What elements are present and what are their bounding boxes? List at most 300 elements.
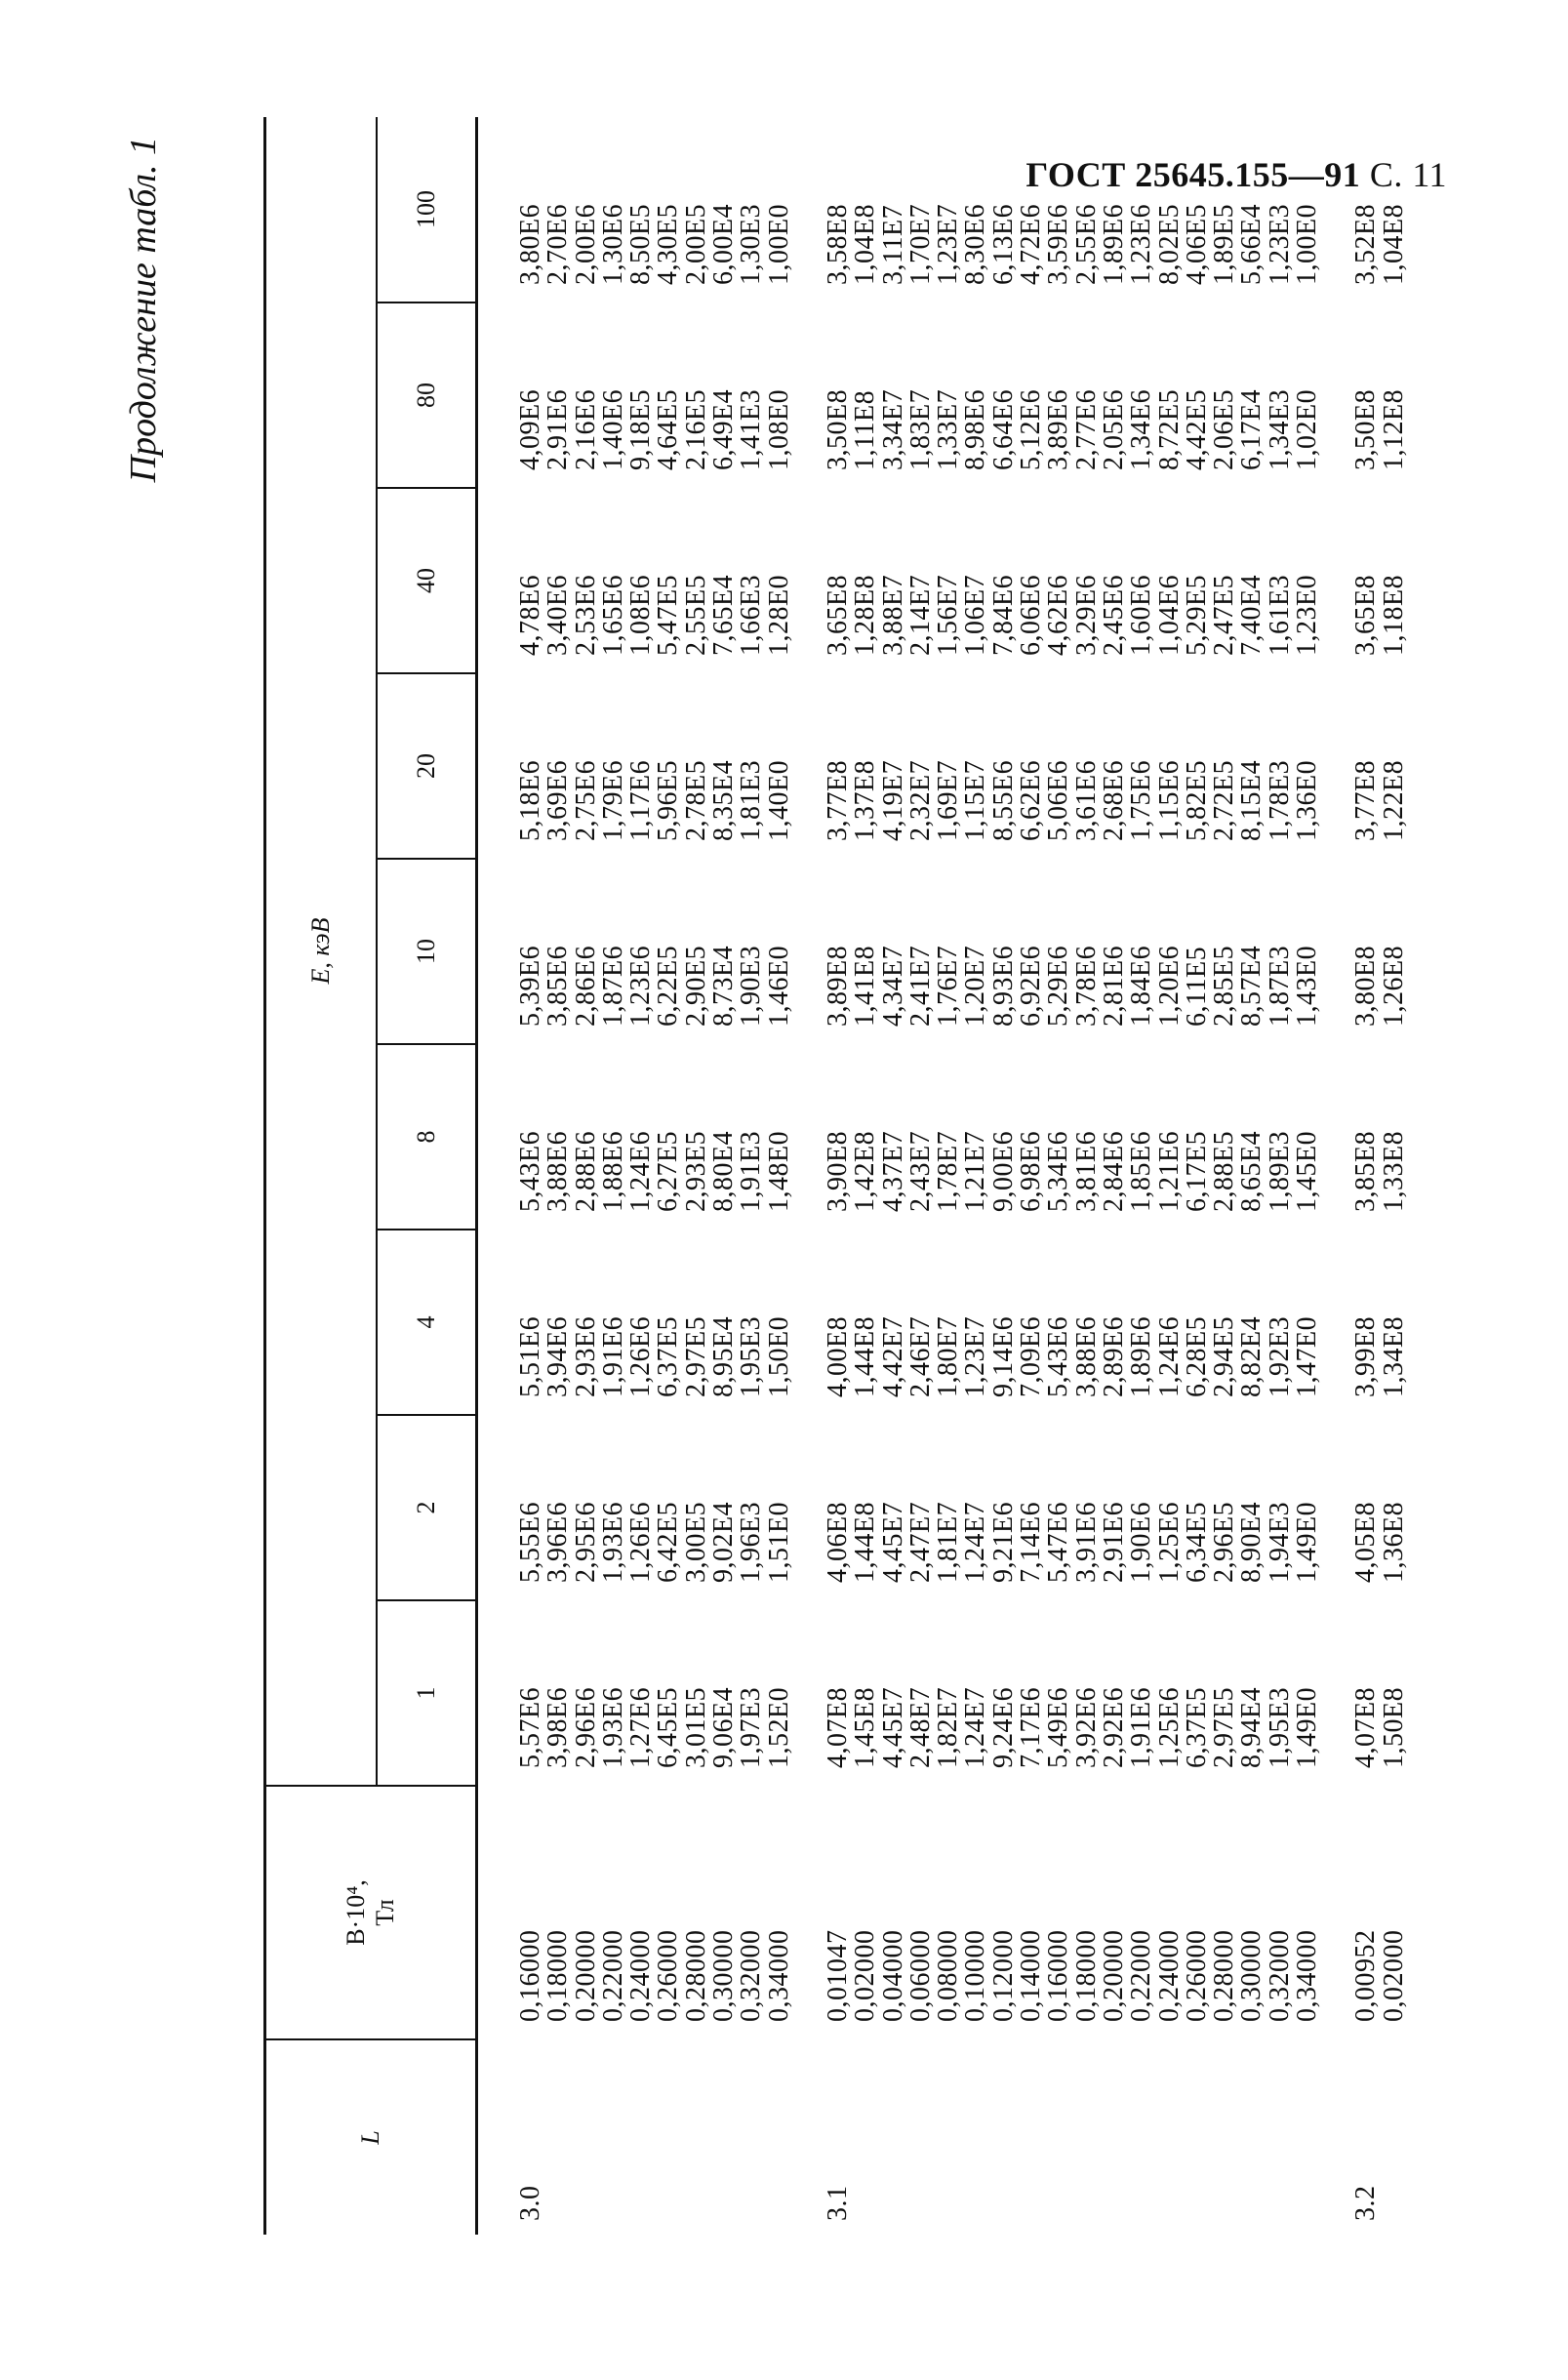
flux-value: 2,53E6 [570, 574, 601, 656]
flux-values [793, 303, 1321, 488]
energy-header-cell: 20 [377, 673, 477, 859]
flux-value: 4,62E6 [1043, 574, 1074, 656]
flux-value: 4,34E7 [877, 945, 908, 1027]
flux-value: 1,89E6 [1126, 1315, 1157, 1397]
flux-value: 6,13E6 [987, 203, 1019, 285]
flux-values [477, 117, 793, 303]
flux-value: 1,23E0 [1292, 574, 1323, 656]
flux-values [1321, 1415, 1408, 1600]
flux-value: 1,23E3 [1264, 203, 1295, 285]
flux-value: 3,89E6 [1043, 388, 1074, 470]
flux-value: 8,65E4 [1236, 1130, 1267, 1212]
flux-value: 1,95E3 [1264, 1686, 1295, 1768]
flux-value: 1,76E7 [933, 945, 964, 1027]
flux-value: 1,41E8 [850, 945, 881, 1027]
flux-value: 5,12E6 [1016, 388, 1047, 470]
flux-value: 4,42E5 [1181, 388, 1212, 470]
flux-value: 8,72E5 [1153, 388, 1185, 470]
flux-value: 1,17E6 [625, 759, 657, 841]
flux-value: 1,24E7 [960, 1501, 991, 1583]
flux-value: 1,34E3 [1264, 388, 1295, 470]
flux-value: 1,04E8 [1378, 203, 1409, 285]
flux-value: 2,88E5 [1209, 1130, 1240, 1212]
flux-value: 9,14E6 [987, 1315, 1019, 1397]
flux-value: 1,40E0 [763, 759, 794, 841]
energy-header-cell: 40 [377, 488, 477, 673]
energy-header-cell: 1 [377, 1600, 477, 1786]
flux-values [1321, 859, 1408, 1044]
flux-value: 3,92E6 [1070, 1686, 1102, 1768]
flux-value: 3,80E6 [515, 203, 545, 285]
flux-value: 2,97E5 [680, 1315, 711, 1397]
flux-value: 1,08E0 [763, 388, 794, 470]
flux-value: 3,59E6 [1043, 203, 1074, 285]
flux-value: 6,42E5 [653, 1501, 684, 1583]
flux-value: 1,41E3 [736, 388, 767, 470]
flux-value: 3,65E8 [822, 574, 853, 656]
energy-header-cell: 4 [377, 1230, 477, 1415]
flux-value: 3,88E6 [543, 1130, 574, 1212]
energy-header-cell: 2 [377, 1415, 477, 1600]
b-values [793, 1786, 1321, 2039]
flux-value: 8,73E4 [708, 945, 740, 1027]
flux-value: 2,05E6 [1098, 388, 1129, 470]
flux-value: 3,98E6 [543, 1686, 574, 1768]
flux-value: 1,94E3 [1264, 1501, 1295, 1583]
b-values [477, 1786, 793, 2039]
flux-value: 1,91E3 [736, 1130, 767, 1212]
flux-value: 6,45E5 [653, 1686, 684, 1768]
flux-value: 1,44E8 [850, 1501, 881, 1583]
flux-value: 1,61E3 [1264, 574, 1295, 656]
b-value: 0,26000 [653, 1929, 684, 2022]
flux-value: 2,86E6 [570, 945, 601, 1027]
flux-value: 3,81E6 [1070, 1130, 1102, 1212]
flux-value: 6,00E4 [708, 203, 740, 285]
flux-values [1321, 488, 1408, 673]
flux-value: 5,49E6 [1043, 1686, 1074, 1768]
flux-value: 8,90E4 [1236, 1501, 1267, 1583]
flux-value: 3,50E8 [1350, 388, 1382, 470]
flux-value: 2,00E6 [570, 203, 601, 285]
flux-value: 1,18E8 [1378, 574, 1409, 656]
b-value: 0,34000 [763, 1929, 794, 2022]
b-value: 0,32000 [1264, 1929, 1295, 2022]
b-value: 0,02000 [850, 1929, 881, 2022]
flux-value: 1,80E7 [933, 1315, 964, 1397]
flux-value: 1,89E6 [1098, 203, 1129, 285]
flux-value: 1,08E6 [625, 574, 657, 656]
flux-value: 8,94E4 [1236, 1686, 1267, 1768]
flux-values [477, 1600, 793, 1786]
b-value: 0,16000 [515, 1929, 545, 2022]
flux-value: 1,34E8 [1378, 1315, 1409, 1397]
flux-value: 4,06E8 [822, 1501, 853, 1583]
flux-value: 4,09E6 [515, 388, 545, 470]
flux-value: 2,96E5 [1209, 1501, 1240, 1583]
flux-value: 4,07E8 [822, 1686, 853, 1768]
flux-value: 9,06E4 [708, 1686, 740, 1768]
flux-value: 1,26E8 [1378, 945, 1409, 1027]
flux-value: 1,24E7 [960, 1686, 991, 1768]
flux-value: 4,45E7 [877, 1501, 908, 1583]
flux-value: 2,32E7 [905, 759, 936, 841]
flux-value: 1,75E6 [1126, 759, 1157, 841]
flux-value: 8,98E6 [960, 388, 991, 470]
flux-value: 1,50E8 [1378, 1686, 1409, 1768]
flux-value: 3,40E6 [543, 574, 574, 656]
flux-value: 1,69E7 [933, 759, 964, 841]
flux-values [477, 303, 793, 488]
flux-value: 1,96E3 [736, 1501, 767, 1583]
flux-value: 1,50E0 [763, 1315, 794, 1397]
b-value: 0,01047 [822, 1929, 853, 2022]
flux-value: 6,64E6 [987, 388, 1019, 470]
flux-values [1321, 1044, 1408, 1230]
flux-value: 1,44E8 [850, 1315, 881, 1397]
flux-value: 1,04E8 [850, 203, 881, 285]
flux-value: 7,84E6 [987, 574, 1019, 656]
flux-value: 1,24E6 [1153, 1315, 1185, 1397]
flux-value: 6,27E5 [653, 1130, 684, 1212]
energy-header-cell: 10 [377, 859, 477, 1044]
flux-value: 8,55E6 [987, 759, 1019, 841]
flux-value: 1,81E3 [736, 759, 767, 841]
flux-value: 1,22E8 [1378, 759, 1409, 841]
flux-value: 1,12E8 [1378, 388, 1409, 470]
flux-value: 1,23E7 [960, 1315, 991, 1397]
flux-value: 8,15E4 [1236, 759, 1267, 841]
flux-value: 5,06E6 [1043, 759, 1074, 841]
flux-value: 1,25E6 [1153, 1501, 1185, 1583]
flux-value: 3,52E8 [1350, 203, 1382, 285]
energy-header-cell: 80 [377, 303, 477, 488]
flux-value: 1,46E0 [763, 945, 794, 1027]
b-value: 0,22000 [1126, 1929, 1157, 2022]
flux-value: 9,00E6 [987, 1130, 1019, 1212]
table-row-group [1321, 117, 1408, 2235]
flux-value: 3,77E8 [822, 759, 853, 841]
flux-value: 2,95E6 [570, 1501, 601, 1583]
flux-value: 1,15E7 [960, 759, 991, 841]
flux-value: 1,25E6 [1153, 1686, 1185, 1768]
flux-values [1321, 117, 1408, 303]
b-value: 0,34000 [1292, 1929, 1323, 2022]
flux-value: 3,94E6 [543, 1315, 574, 1397]
b-value: 0,30000 [708, 1929, 740, 2022]
flux-value: 1,26E6 [625, 1501, 657, 1583]
flux-value: 3,90E8 [822, 1130, 853, 1212]
flux-value: 4,05E8 [1350, 1501, 1382, 1583]
flux-values [477, 1230, 793, 1415]
flux-value: 8,82E4 [1236, 1315, 1267, 1397]
flux-value: 5,55E6 [515, 1501, 545, 1583]
flux-value: 4,30E5 [653, 203, 684, 285]
flux-values [793, 1230, 1321, 1415]
flux-value: 6,22E5 [653, 945, 684, 1027]
flux-value: 7,17E6 [1016, 1686, 1047, 1768]
b-value: 0,20000 [1098, 1929, 1129, 2022]
flux-value: 1,33E8 [1378, 1130, 1409, 1212]
flux-value: 6,06E6 [1016, 574, 1047, 656]
rotated-table-area [122, 107, 1537, 2235]
flux-value: 5,66E4 [1236, 203, 1267, 285]
flux-value: 5,18E6 [515, 759, 545, 841]
flux-value: 2,75E6 [570, 759, 601, 841]
flux-values [793, 117, 1321, 303]
flux-value: 9,24E6 [987, 1686, 1019, 1768]
flux-value: 1,21E7 [960, 1130, 991, 1212]
flux-value: 2,77E6 [1070, 388, 1102, 470]
flux-value: 1,48E0 [763, 1130, 794, 1212]
flux-value: 8,35E4 [708, 759, 740, 841]
flux-value: 1,87E3 [1264, 945, 1295, 1027]
flux-value: 2,45E6 [1098, 574, 1129, 656]
l-value: 3.0 [515, 2185, 545, 2221]
flux-value: 1,40E6 [597, 388, 628, 470]
table-body [477, 117, 1408, 2235]
flux-value: 4,19E7 [877, 759, 908, 841]
flux-value: 1,84E6 [1126, 945, 1157, 1027]
flux-value: 1,93E6 [597, 1501, 628, 1583]
flux-value: 1,92E3 [1264, 1315, 1295, 1397]
flux-value: 5,82E5 [1181, 759, 1212, 841]
flux-value: 2,48E7 [905, 1686, 936, 1768]
flux-value: 3,00E5 [680, 1501, 711, 1583]
flux-value: 2,16E6 [570, 388, 601, 470]
b-value: 0,08000 [933, 1929, 964, 2022]
flux-value: 2,16E5 [680, 388, 711, 470]
flux-value: 9,02E4 [708, 1501, 740, 1583]
flux-value: 8,80E4 [708, 1130, 740, 1212]
flux-values [1321, 1230, 1408, 1415]
b-value: 0,32000 [736, 1929, 767, 2022]
flux-value: 2,06E5 [1209, 388, 1240, 470]
flux-value: 1,43E0 [1292, 945, 1323, 1027]
flux-value: 3,61E6 [1070, 759, 1102, 841]
flux-value: 7,40E4 [1236, 574, 1267, 656]
flux-value: 3,50E8 [822, 388, 853, 470]
flux-value: 6,34E5 [1181, 1501, 1212, 1583]
flux-value: 1,66E3 [736, 574, 767, 656]
flux-value: 1,23E7 [933, 203, 964, 285]
b-value: 0,24000 [625, 1929, 657, 2022]
flux-value: 7,09E6 [1016, 1315, 1047, 1397]
flux-value: 3,85E8 [1350, 1130, 1382, 1212]
header-b-line1: B·10⁴, [342, 1879, 370, 1946]
flux-value: 2,90E5 [680, 945, 711, 1027]
flux-value: 1,11E8 [850, 389, 881, 470]
flux-value: 3,91E6 [1070, 1501, 1102, 1583]
flux-value: 1,04E6 [1153, 574, 1185, 656]
flux-value: 1,78E3 [1264, 759, 1295, 841]
flux-value: 1,02E0 [1292, 388, 1323, 470]
flux-value: 1,26E6 [625, 1315, 657, 1397]
flux-value: 4,72E6 [1016, 203, 1047, 285]
flux-value: 6,28E5 [1181, 1315, 1212, 1397]
header-b-line2: Тл [371, 1899, 399, 1926]
flux-value: 1,34E6 [1126, 388, 1157, 470]
page-number: С. 11 [1369, 155, 1447, 194]
flux-value: 1,45E8 [850, 1686, 881, 1768]
flux-value: 8,50E5 [625, 203, 657, 285]
flux-value: 2,46E7 [905, 1315, 936, 1397]
flux-value: 2,91E6 [543, 388, 574, 470]
flux-value: 1,15E6 [1153, 759, 1185, 841]
flux-value: 4,06E5 [1181, 203, 1212, 285]
l-value: 3.1 [822, 2185, 853, 2221]
flux-value: 6,17E4 [1236, 388, 1267, 470]
energy-header-cell: 8 [377, 1044, 477, 1230]
flux-value: 2,88E6 [570, 1130, 601, 1212]
flux-value: 1,91E6 [1126, 1686, 1157, 1768]
flux-value: 6,98E6 [1016, 1130, 1047, 1212]
flux-value: 3,88E6 [1070, 1315, 1102, 1397]
flux-value: 2,91E6 [1098, 1501, 1129, 1583]
flux-value: 9,21E6 [987, 1501, 1019, 1583]
flux-value: 4,78E6 [515, 574, 545, 656]
flux-value: 1,42E8 [850, 1130, 881, 1212]
flux-value: 3,77E8 [1350, 759, 1382, 841]
flux-value: 6,62E6 [1016, 759, 1047, 841]
b-value: 0,20000 [570, 1929, 601, 2022]
flux-value: 1,70E7 [905, 203, 936, 285]
data-table [263, 117, 1408, 2235]
flux-value: 2,55E5 [680, 574, 711, 656]
flux-value: 2,96E6 [570, 1686, 601, 1768]
flux-values [1321, 1600, 1408, 1786]
flux-value: 5,34E6 [1043, 1130, 1074, 1212]
header-l: L [265, 2039, 477, 2235]
flux-value: 4,42E7 [877, 1315, 908, 1397]
flux-value: 2,47E5 [1209, 574, 1240, 656]
flux-value: 1,06E7 [960, 574, 991, 656]
flux-values [793, 673, 1321, 859]
flux-value: 5,47E6 [1043, 1501, 1074, 1583]
flux-value: 1,00E0 [763, 203, 794, 285]
b-value: 0,00952 [1350, 1929, 1382, 2022]
flux-value: 1,49E0 [1292, 1686, 1323, 1768]
flux-value: 1,00E0 [1292, 203, 1323, 285]
b-value: 0,28000 [1209, 1929, 1240, 2022]
flux-value: 1,47E0 [1292, 1315, 1323, 1397]
flux-value: 1,90E6 [1126, 1501, 1157, 1583]
flux-value: 7,14E6 [1016, 1501, 1047, 1583]
flux-value: 3,34E7 [877, 388, 908, 470]
flux-value: 1,79E6 [597, 759, 628, 841]
header-energy: E, кэВ [265, 117, 378, 1786]
flux-value: 5,29E6 [1043, 945, 1074, 1027]
flux-value: 1,88E6 [597, 1130, 628, 1212]
flux-values [477, 1044, 793, 1230]
flux-value: 3,11E7 [877, 204, 908, 285]
b-value: 0,16000 [1043, 1929, 1074, 2022]
flux-value: 1,23E6 [625, 945, 657, 1027]
flux-value: 1,28E0 [763, 574, 794, 656]
flux-value: 2,89E6 [1098, 1315, 1129, 1397]
b-value: 0,30000 [1236, 1929, 1267, 2022]
flux-value: 1,33E7 [933, 388, 964, 470]
flux-value: 6,37E5 [653, 1315, 684, 1397]
flux-value: 1,27E6 [625, 1686, 657, 1768]
table-row-group [793, 117, 1321, 2235]
flux-value: 1,37E8 [850, 759, 881, 841]
flux-value: 1,85E6 [1126, 1130, 1157, 1212]
flux-values [477, 488, 793, 673]
flux-values [793, 1600, 1321, 1786]
flux-value: 1,20E6 [1153, 945, 1185, 1027]
flux-value: 5,43E6 [515, 1130, 545, 1212]
flux-value: 1,21E6 [1153, 1130, 1185, 1212]
flux-value: 6,17E5 [1181, 1130, 1212, 1212]
flux-value: 5,47E5 [653, 574, 684, 656]
flux-value: 1,23E6 [1126, 203, 1157, 285]
flux-value: 5,43E6 [1043, 1315, 1074, 1397]
flux-value: 1,91E6 [597, 1315, 628, 1397]
flux-value: 3,01E5 [680, 1686, 711, 1768]
flux-value: 2,94E5 [1209, 1315, 1240, 1397]
header-b [265, 1786, 477, 2039]
flux-values [1321, 673, 1408, 859]
flux-value: 3,78E6 [1070, 945, 1102, 1027]
flux-value: 2,68E6 [1098, 759, 1129, 841]
flux-value: 1,78E7 [933, 1130, 964, 1212]
flux-value: 2,85E5 [1209, 945, 1240, 1027]
flux-value: 2,43E7 [905, 1130, 936, 1212]
b-value: 0,18000 [1070, 1929, 1102, 2022]
flux-value: 1,90E3 [736, 945, 767, 1027]
flux-value: 2,81E6 [1098, 945, 1129, 1027]
flux-value: 5,57E6 [515, 1686, 545, 1768]
flux-value: 1,65E6 [597, 574, 628, 656]
flux-value: 2,55E6 [1070, 203, 1102, 285]
flux-value: 7,65E4 [708, 574, 740, 656]
table-caption: Продолжение табл. 1 [123, 137, 164, 483]
b-value: 0,02000 [1378, 1929, 1409, 2022]
flux-value: 1,93E6 [597, 1686, 628, 1768]
table-row-group [477, 117, 793, 2235]
b-value: 0,26000 [1181, 1929, 1212, 2022]
b-value: 0,24000 [1153, 1929, 1185, 2022]
flux-value: 1,60E6 [1126, 574, 1157, 656]
flux-value: 3,99E8 [1350, 1315, 1382, 1397]
flux-value: 1,30E6 [597, 203, 628, 285]
b-value: 0,12000 [987, 1929, 1019, 2022]
flux-value: 2,14E7 [905, 574, 936, 656]
flux-value: 2,97E5 [1209, 1686, 1240, 1768]
flux-value: 8,95E4 [708, 1315, 740, 1397]
flux-value: 4,00E8 [822, 1315, 853, 1397]
flux-value: 1,51E0 [763, 1501, 794, 1583]
b-value: 0,14000 [1016, 1929, 1047, 2022]
flux-value: 6,92E6 [1016, 945, 1047, 1027]
flux-value: 2,41E7 [905, 945, 936, 1027]
flux-value: 5,51E6 [515, 1315, 545, 1397]
flux-values [793, 859, 1321, 1044]
flux-value: 3,80E8 [1350, 945, 1382, 1027]
b-value: 0,06000 [905, 1929, 936, 2022]
flux-values [793, 1044, 1321, 1230]
flux-value: 1,56E7 [933, 574, 964, 656]
flux-value: 1,81E7 [933, 1501, 964, 1583]
flux-value: 6,11E5 [1181, 946, 1212, 1027]
flux-value: 2,47E7 [905, 1501, 936, 1583]
flux-value: 9,18E5 [625, 388, 657, 470]
flux-value: 3,96E6 [543, 1501, 574, 1583]
flux-value: 2,00E5 [680, 203, 711, 285]
flux-value: 1,83E7 [905, 388, 936, 470]
flux-value: 2,70E6 [543, 203, 574, 285]
